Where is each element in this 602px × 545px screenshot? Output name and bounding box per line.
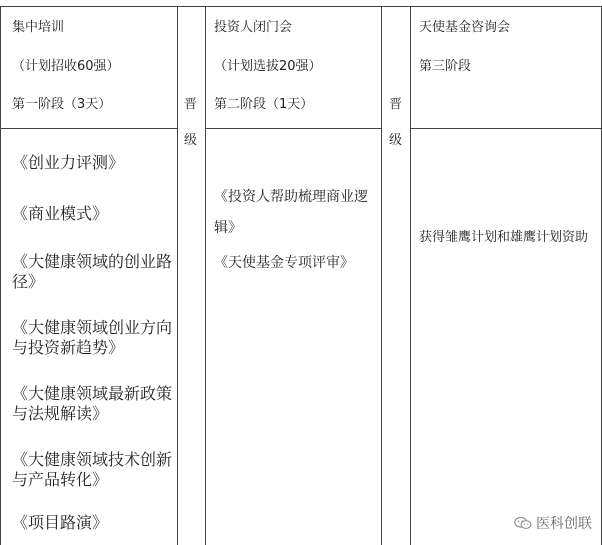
col5-title: 天使基金咨询会 [419, 20, 511, 35]
col1-title: 集中培训 [12, 20, 65, 35]
col5-item: 获得雏鹰计划和雄鹰计划资助 [419, 230, 589, 245]
col3-item: 《天使基金专项评审》 [214, 255, 354, 271]
col3-item: 《投资人帮助梳理商业逻辑》 [214, 189, 368, 236]
header-row-divider-col1 [0, 128, 178, 129]
col3-stage: 第二阶段（1天） [214, 97, 314, 112]
watermark [514, 513, 592, 533]
wechat-icon [514, 516, 532, 530]
col4-label-top: 晋 [389, 97, 403, 112]
col1-item: 《大健康领域创业方向与投资新趋势》 [12, 318, 173, 357]
col4-label-bottom: 级 [389, 133, 403, 148]
header-row-divider-col5 [410, 128, 602, 129]
table-top-border [0, 6, 602, 7]
col1-item: 《大健康领域的创业路径》 [12, 252, 173, 291]
col-divider-3 [381, 6, 382, 545]
col1-item: 《创业力评测》 [12, 153, 125, 172]
col-divider-4 [410, 6, 411, 545]
col3-subtitle: （计划选拔20强） [214, 59, 322, 74]
table-left-border [0, 6, 1, 545]
header-row-divider-col3 [205, 128, 382, 129]
col1-item: 《商业模式》 [12, 204, 109, 223]
col1-item: 《项目路演》 [12, 513, 109, 532]
col-divider-1 [177, 6, 178, 545]
col1-subtitle: （计划招收60强） [12, 59, 120, 74]
col2-label-bottom: 级 [184, 133, 198, 148]
watermark-text: 医科创联 [536, 516, 592, 532]
col2-label-top: 晋 [184, 97, 198, 112]
col1-item: 《大健康领域最新政策与法规解读》 [12, 384, 173, 423]
col5-stage: 第三阶段 [419, 59, 472, 74]
col-divider-2 [205, 6, 206, 545]
col3-title: 投资人闭门会 [214, 20, 293, 35]
col1-stage: 第一阶段（3天） [12, 97, 112, 112]
col1-item: 《大健康领域技术创新与产品转化》 [12, 450, 173, 489]
